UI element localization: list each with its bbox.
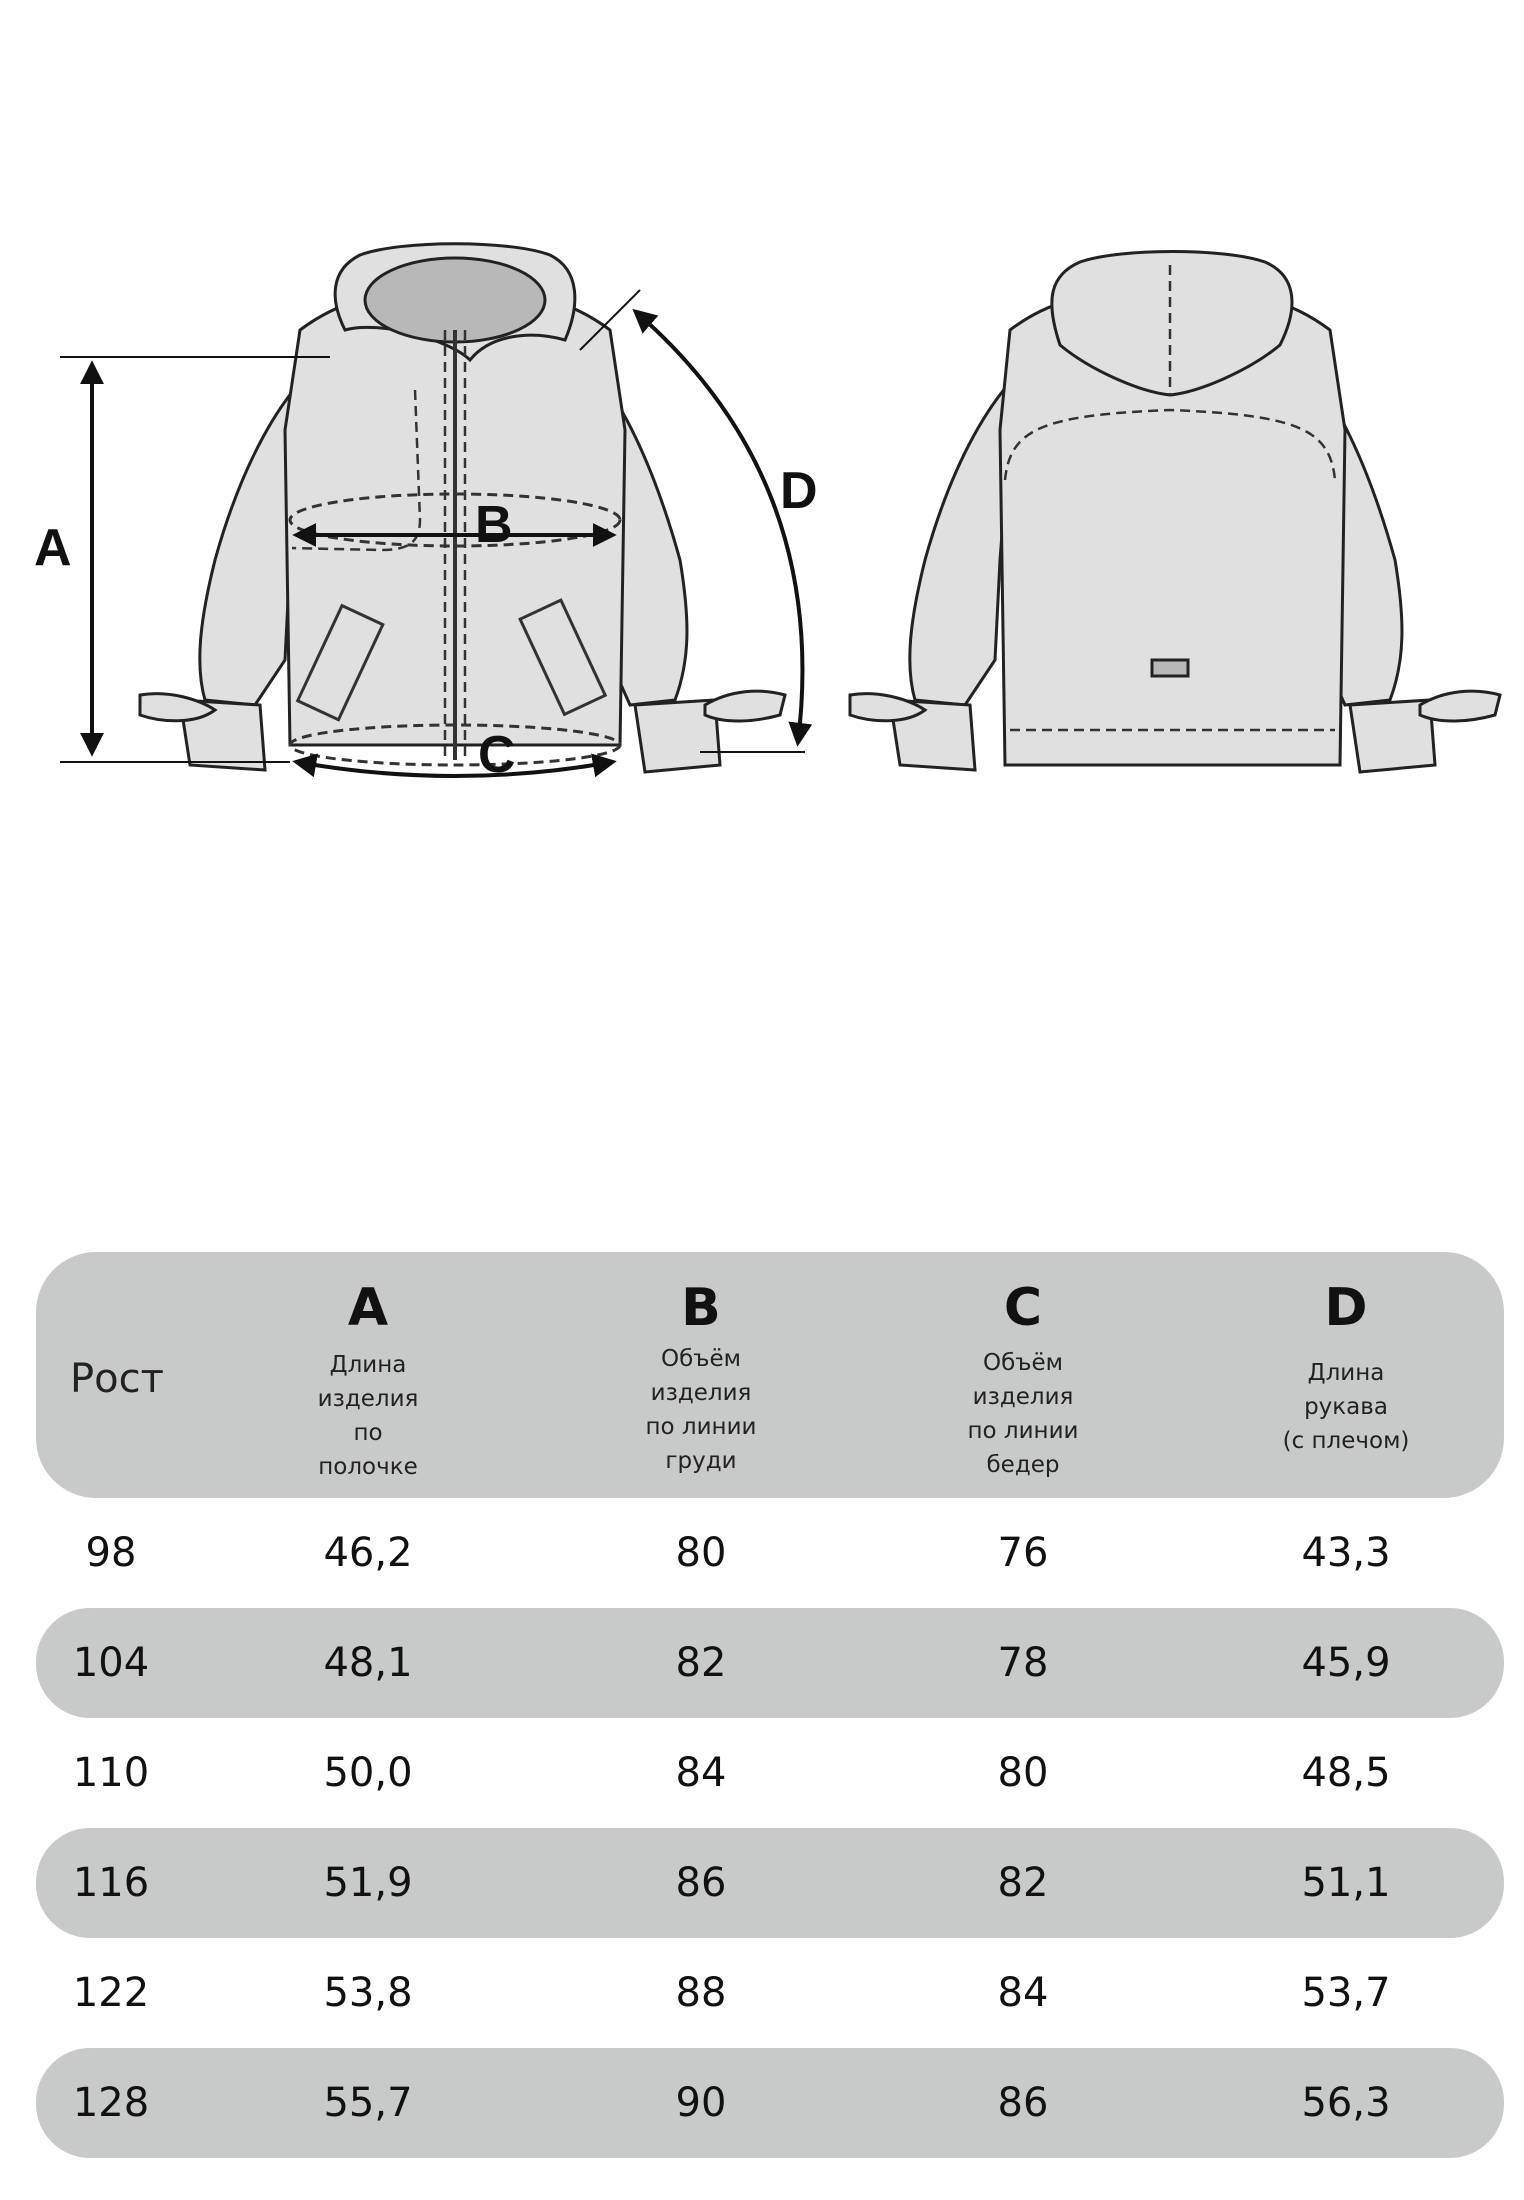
column-a-header: [248, 1252, 488, 1498]
column-b-header: [576, 1252, 826, 1498]
cell-a: 46,2: [323, 1530, 413, 1576]
height-cell: 128: [72, 2080, 150, 2126]
height-cell: 110: [72, 1750, 150, 1796]
column-d-letter: D: [1324, 1278, 1368, 1338]
column-c-letter: C: [1003, 1278, 1043, 1338]
table-row: [36, 1720, 1504, 1826]
cell-b: 82: [675, 1640, 727, 1686]
column-b-letter: B: [681, 1278, 721, 1338]
cell-b: 80: [675, 1530, 727, 1576]
cell-b: 84: [675, 1750, 727, 1796]
table-row: [36, 2048, 1504, 2158]
jacket-front-view: [140, 244, 785, 772]
column-a-letter: A: [347, 1278, 389, 1338]
column-b-description: Объём изделия по линии груди: [645, 1346, 757, 1474]
column-a-description: Длина изделия по полочке: [317, 1352, 419, 1480]
label-d: D: [780, 462, 818, 520]
column-d-header: [1216, 1252, 1476, 1498]
cell-c: 76: [997, 1530, 1049, 1576]
cell-b: 90: [675, 2080, 727, 2126]
height-cell: 116: [72, 1860, 150, 1906]
cell-d: 53,7: [1301, 1970, 1391, 2016]
cell-c: 82: [997, 1860, 1049, 1906]
cell-c: 80: [997, 1750, 1049, 1796]
cell-a: 53,8: [323, 1970, 413, 2016]
table-body: [36, 1500, 1504, 2158]
column-c-header: [898, 1252, 1148, 1498]
cell-d: 43,3: [1301, 1530, 1391, 1576]
cell-d: 51,1: [1301, 1860, 1391, 1906]
height-column-header: Рост: [70, 1356, 164, 1402]
cell-a: 48,1: [323, 1640, 413, 1686]
cell-b: 88: [675, 1970, 727, 2016]
cell-d: 45,9: [1301, 1640, 1391, 1686]
table-header: [36, 1252, 1504, 1498]
table-row: [36, 1828, 1504, 1938]
cell-a: 51,9: [323, 1860, 413, 1906]
cell-c: 78: [997, 1640, 1049, 1686]
table-row: [36, 1608, 1504, 1718]
jacket-back-view: [850, 252, 1500, 773]
cell-c: 86: [997, 2080, 1049, 2126]
cell-d: 56,3: [1301, 2080, 1391, 2126]
cell-c: 84: [997, 1970, 1049, 2016]
height-cell: 122: [72, 1970, 150, 2016]
cell-a: 55,7: [323, 2080, 413, 2126]
column-c-description: Объём изделия по линии бедер: [967, 1350, 1079, 1478]
height-cell: 104: [72, 1640, 150, 1686]
table-row: [36, 1940, 1504, 2046]
label-c: C: [478, 726, 516, 784]
cell-d: 48,5: [1301, 1750, 1391, 1796]
cell-a: 50,0: [323, 1750, 413, 1796]
cell-b: 86: [675, 1860, 727, 1906]
table-row: [36, 1500, 1504, 1606]
jacket-measurement-diagram: [0, 0, 1524, 900]
height-cell: 98: [85, 1530, 137, 1576]
label-a: A: [34, 519, 72, 577]
label-b: B: [475, 496, 513, 554]
size-table: [36, 1252, 1504, 2158]
column-d-description: Длина рукава (с плечом): [1282, 1360, 1410, 1454]
